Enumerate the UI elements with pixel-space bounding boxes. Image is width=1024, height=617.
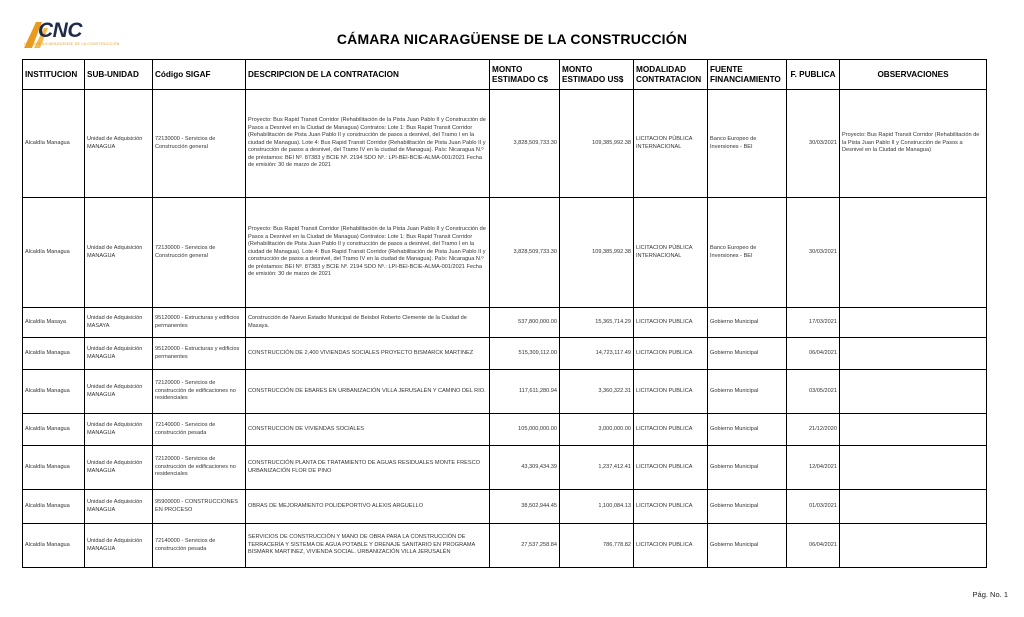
cell-descripcion: Proyecto: Bus Rapid Transit Corridor (Rehabilitación de la Pista Juan Pablo II y Construcción de Pasos a Desnivel en la Ciudad de Managua) Contratos: Lote 1: Bus Rapid Transit Corridor (Rehabilitación de Pista Juan Pablo II y construcción de pasos a desnivel, del Tramo I en la ciudad de Managua). Lote 4: Bus Rapid Transit Corridor (Rehabilitación de Pista Juan Pablo II y construcción de pasos a desnivel, del Tramo IV en la ciudad de Managua). País: Nicaragua N.º de préstamos: BEI Nº. 87383 y BCIE Nº. 2194 SDO Nº.: LPI-BEI-BCIE-ALMA-001/2021 Fecha de emisión: 30 de marzo de 2021: [246, 90, 490, 198]
cell-institucion: Alcaldía Managua: [23, 524, 85, 568]
cell-fuente: Gobierno Municipal: [708, 370, 787, 414]
cell-descripcion: CONSTRUCCION DE VIVIENDAS SOCIALES: [246, 414, 490, 446]
cell-monto-cs: 38,502,944.45: [490, 490, 560, 524]
cell-descripcion: CONSTRUCCIÓN PLANTA DE TRATAMIENTO DE AGUAS RESIDUALES MONTE FRESCO URBANIZACIÓN FLOR DE PINO: [246, 446, 490, 490]
cell-institucion: Alcaldía Managua: [23, 490, 85, 524]
page-title: CÁMARA NICARAGÜENSE DE LA CONSTRUCCIÓN: [336, 31, 688, 47]
header-fuente: FUENTE FINANCIAMIENTO: [708, 60, 787, 90]
contracts-table: [22, 59, 987, 568]
cell-observaciones: [840, 198, 987, 308]
cell-descripcion: CONSTRUCCIÓN DE EBARES EN URBANIZACIÓN VILLA JERUSALÉN Y CAMINO DEL RIO.: [246, 370, 490, 414]
cell-fpublica: 12/04/2021: [787, 446, 840, 490]
cell-fuente: Banco Europeo de Inversiones - BEI: [708, 198, 787, 308]
cell-fpublica: 30/03/2021: [787, 198, 840, 308]
cell-observaciones: Proyecto: Bus Rapid Transit Corridor (Rehabilitación de la Pista Juan Pablo II y Construcción de Pasos a Desnivel en la Ciudad de Managua): [840, 90, 987, 198]
header-observaciones: OBSERVACIONES: [840, 60, 987, 90]
header-modalidad: MODALIDAD CONTRATACION: [634, 60, 708, 90]
logo-subtitle: CÁMARA NICARAGÜENSE DE LA CONSTRUCCIÓN: [24, 42, 120, 46]
cell-modalidad: LICITACION PUBLICA: [634, 338, 708, 370]
cell-subunidad: Unidad de Adquisición MANAGUA: [85, 338, 153, 370]
cell-fuente: Banco Europeo de Inversiones - BEI: [708, 90, 787, 198]
header-fpublica: F. PUBLICA: [787, 60, 840, 90]
logo-text: CNC: [38, 19, 82, 42]
cell-monto-cs: 27,537,258.84: [490, 524, 560, 568]
cell-monto-cs: 43,309,434.39: [490, 446, 560, 490]
cell-fpublica: 01/03/2021: [787, 490, 840, 524]
cell-codigo: 72120000 - Servicios de construcción de edificaciones no residenciales: [153, 446, 246, 490]
cell-observaciones: [840, 370, 987, 414]
cell-fpublica: 30/03/2021: [787, 90, 840, 198]
cell-subunidad: Unidad de Adquisición MANAGUA: [85, 198, 153, 308]
table-row: [23, 490, 987, 524]
cell-modalidad: LICITACION PÚBLICA INTERNACIONAL: [634, 198, 708, 308]
cell-institucion: Alcaldía Managua: [23, 414, 85, 446]
cell-modalidad: LICITACION PUBLICA: [634, 370, 708, 414]
page-number: Pág. No. 1: [972, 590, 1008, 599]
cell-codigo: 72130000 - Servicios de Construcción general: [153, 198, 246, 308]
cell-monto-usd: 3,360,322.31: [560, 370, 634, 414]
table-row: [23, 524, 987, 568]
cell-fpublica: 17/03/2021: [787, 308, 840, 338]
cell-institucion: Alcaldía Managua: [23, 446, 85, 490]
cell-subunidad: Unidad de Adquisición MANAGUA: [85, 490, 153, 524]
cell-codigo: 95900000 - CONSTRUCCIONES EN PROCESO: [153, 490, 246, 524]
cell-institucion: Alcaldía Managua: [23, 90, 85, 198]
cell-fpublica: 06/04/2021: [787, 338, 840, 370]
cell-observaciones: [840, 446, 987, 490]
cell-descripcion: Construcción de Nuevo Estadio Municipal de Beisbol Roberto Clemente de la Ciudad de Masaya.: [246, 308, 490, 338]
header-subunidad: SUB-UNIDAD: [85, 60, 153, 90]
cell-codigo: 72140000 - Servicios de construcción pesada: [153, 414, 246, 446]
cell-subunidad: Unidad de Adquisición MASAYA: [85, 308, 153, 338]
table-header-row: [23, 60, 987, 90]
cell-monto-usd: 15,365,714.29: [560, 308, 634, 338]
cell-codigo: 72140000 - Servicios de construcción pesada: [153, 524, 246, 568]
cell-institucion: Alcaldía Managua: [23, 198, 85, 308]
cell-modalidad: LICITACION PUBLICA: [634, 308, 708, 338]
cell-monto-usd: 14,723,117.49: [560, 338, 634, 370]
cell-fpublica: 03/05/2021: [787, 370, 840, 414]
cell-subunidad: Unidad de Adquisición MANAGUA: [85, 524, 153, 568]
cell-monto-cs: 117,611,280.94: [490, 370, 560, 414]
cell-monto-usd: 109,385,992.38: [560, 90, 634, 198]
cell-descripcion: CONSTRUCCIÓN DE 2,400 VIVIENDAS SOCIALES PROYECTO BISMARCK MARTINEZ: [246, 338, 490, 370]
cell-monto-usd: 109,385,992.38: [560, 198, 634, 308]
cell-observaciones: [840, 338, 987, 370]
cell-subunidad: Unidad de Adquisición MANAGUA: [85, 414, 153, 446]
cell-monto-cs: 537,800,000.00: [490, 308, 560, 338]
header-monto-cs: MONTO ESTIMADO C$: [490, 60, 560, 90]
cell-observaciones: [840, 524, 987, 568]
cell-fuente: Gobierno Municipal: [708, 338, 787, 370]
cell-observaciones: [840, 414, 987, 446]
cell-descripcion: Proyecto: Bus Rapid Transit Corridor (Rehabilitación de la Pista Juan Pablo II y Construcción de Pasos a Desnivel en la Ciudad de Managua) Contratos: Lote 1: Bus Rapid Transit Corridor (Rehabilitación de Pista Juan Pablo II y construcción de pasos a desnivel, del Tramo I en la ciudad de Managua). Lote 4: Bus Rapid Transit Corridor (Rehabilitación de Pista Juan Pablo II y construcción de pasos a desnivel, del Tramo IV en la ciudad de Managua). País: Nicaragua N.º de préstamos: BEI Nº. 87383 y BCIE Nº. 2194 SDO Nº.: LPI-BEI-BCIE-ALMA-001/2021 Fecha de emisión: 30 de marzo de 2021: [246, 198, 490, 308]
table-row: [23, 90, 987, 198]
cell-modalidad: LICITACION PUBLICA: [634, 524, 708, 568]
cell-descripcion: OBRAS DE MEJORAMIENTO POLIDEPORTIVO ALEXIS ARGUELLO: [246, 490, 490, 524]
cell-codigo: 95120000 - Estructuras y edificios permanentes: [153, 338, 246, 370]
cell-subunidad: Unidad de Adquisición MANAGUA: [85, 90, 153, 198]
cell-monto-cs: 515,309,112.00: [490, 338, 560, 370]
cell-monto-usd: 1,100,084.13: [560, 490, 634, 524]
header-monto-usd: MONTO ESTIMADO US$: [560, 60, 634, 90]
cell-institucion: Alcaldía Masaya: [23, 308, 85, 338]
cell-subunidad: Unidad de Adquisición MANAGUA: [85, 446, 153, 490]
cell-fuente: Gobierno Municipal: [708, 308, 787, 338]
cell-monto-cs: 3,828,509,733.30: [490, 90, 560, 198]
cell-monto-usd: 3,000,000.00: [560, 414, 634, 446]
cell-monto-usd: 1,237,412.41: [560, 446, 634, 490]
cell-fuente: Gobierno Municipal: [708, 414, 787, 446]
table-row: [23, 414, 987, 446]
header-descripcion: DESCRIPCION DE LA CONTRATACION: [246, 60, 490, 90]
cell-modalidad: LICITACION PUBLICA: [634, 446, 708, 490]
table-row: [23, 198, 987, 308]
cell-fuente: Gobierno Municipal: [708, 524, 787, 568]
cell-subunidad: Unidad de Adquisición MANAGUA: [85, 370, 153, 414]
cell-monto-cs: 3,828,509,733.30: [490, 198, 560, 308]
cell-modalidad: LICITACION PUBLICA: [634, 414, 708, 446]
cell-observaciones: [840, 490, 987, 524]
cell-fuente: Gobierno Municipal: [708, 446, 787, 490]
cell-modalidad: LICITACION PÚBLICA INTERNACIONAL: [634, 90, 708, 198]
cell-monto-usd: 786,778.82: [560, 524, 634, 568]
cell-descripcion: SERVICIOS DE CONSTRUCCIÓN Y MANO DE OBRA PARA LA CONSTRUCCIÓN DE TERRACERÍA Y SISTEMA DE AGUA POTABLE Y DRENAJE SANITARIO EN PROGRAMA BISMARK MARTINEZ, VIVIENDA SOCIAL. URBANIZACIÓN VILLA JERUSALÉN: [246, 524, 490, 568]
table-row: [23, 370, 987, 414]
cell-codigo: 95120000 - Estructuras y edificios permanentes: [153, 308, 246, 338]
cell-fuente: Gobierno Municipal: [708, 490, 787, 524]
header-institucion: INSTITUCION: [23, 60, 85, 90]
cell-fpublica: 06/04/2021: [787, 524, 840, 568]
table-row: [23, 446, 987, 490]
table-row: [23, 308, 987, 338]
cell-codigo: 72130000 - Servicios de Construcción general: [153, 90, 246, 198]
cell-institucion: Alcaldía Managua: [23, 338, 85, 370]
cell-modalidad: LICITACION PUBLICA: [634, 490, 708, 524]
cell-monto-cs: 105,000,000.00: [490, 414, 560, 446]
cell-fpublica: 21/12/2020: [787, 414, 840, 446]
header-codigo: Código SIGAF: [153, 60, 246, 90]
cell-institucion: Alcaldía Managua: [23, 370, 85, 414]
cell-codigo: 72120000 - Servicios de construcción de edificaciones no residenciales: [153, 370, 246, 414]
table-row: [23, 338, 987, 370]
cell-observaciones: [840, 308, 987, 338]
